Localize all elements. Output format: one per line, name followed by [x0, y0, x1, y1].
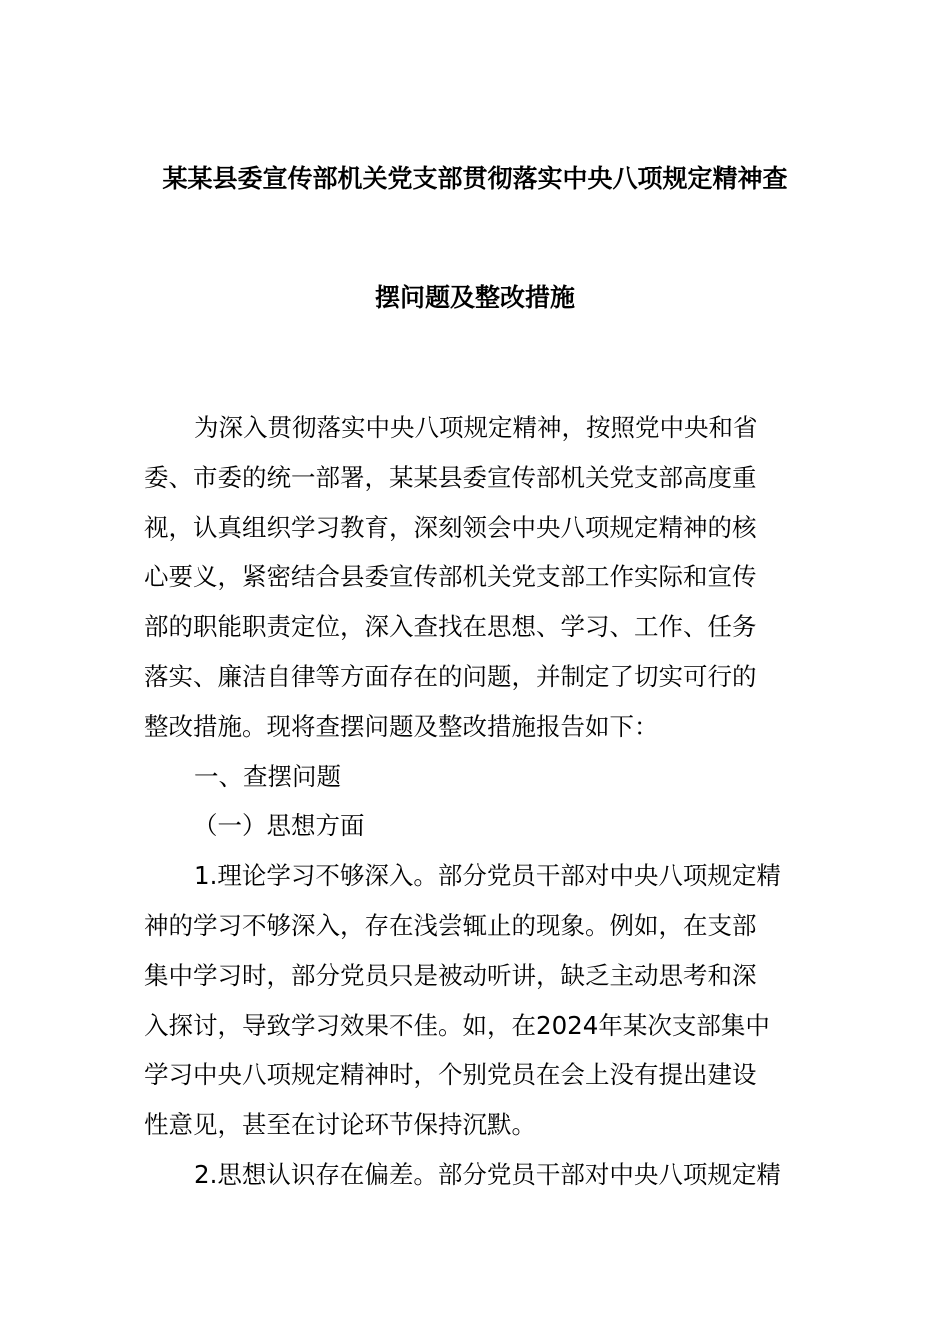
body-line: 性意见，甚至在讨论环节保持沉默。 — [144, 1110, 536, 1140]
subsection-heading: （一）思想方面 — [193, 811, 365, 841]
body-line: 学习中央八项规定精神时，个别党员在会上没有提出建设 — [144, 1060, 757, 1090]
body-line: 1.理论学习不够深入。部分党员干部对中央八项规定精 — [194, 861, 781, 891]
body-line: 视，认真组织学习教育，深刻领会中央八项规定精神的核 — [144, 512, 757, 542]
section-heading: 一、查摆问题 — [194, 761, 341, 791]
body-line: 入探讨，导致学习效果不佳。如，在2024年某次支部集中 — [144, 1010, 770, 1040]
body-line: 2.思想认识存在偏差。部分党员干部对中央八项规定精 — [194, 1159, 781, 1189]
body-line: 集中学习时，部分党员只是被动听讲，缺乏主动思考和深 — [144, 960, 757, 990]
body-line: 心要义，紧密结合县委宣传部机关党支部工作实际和宣传 — [144, 562, 757, 592]
body-line: 神的学习不够深入，存在浅尝辄止的现象。例如，在支部 — [144, 910, 757, 940]
body-line: 部的职能职责定位，深入查找在思想、学习、工作、任务 — [144, 612, 757, 642]
document-title-line-2: 摆问题及整改措施 — [374, 283, 575, 312]
body-line: 整改措施。现将查摆问题及整改措施报告如下： — [144, 711, 659, 741]
document-body — [144, 403, 810, 1200]
body-line: 委、市委的统一部署，某某县委宣传部机关党支部高度重 — [144, 462, 757, 492]
body-line: 落实、廉洁自律等方面存在的问题，并制定了切实可行的 — [144, 661, 757, 691]
body-line: 为深入贯彻落实中央八项规定精神，按照党中央和省 — [194, 413, 758, 442]
document-title-line-1: 某某县委宣传部机关党支部贯彻落实中央八项规定精神查 — [162, 164, 788, 193]
